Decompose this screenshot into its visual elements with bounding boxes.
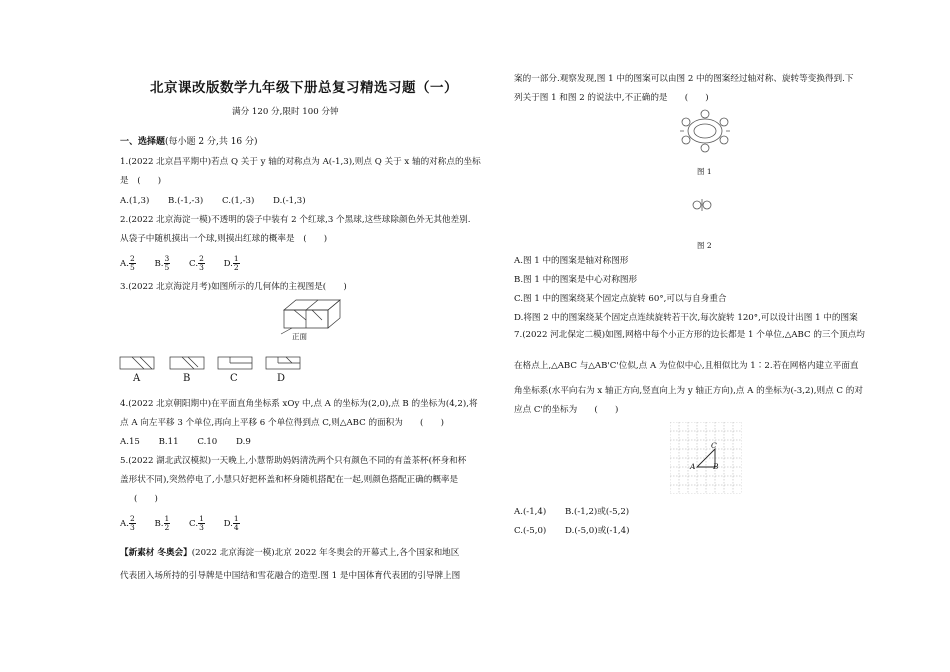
q6-line3: 案的一部分.观察发现,图 1 中的图案可以由图 2 中的图案经过轴对称、旋转等变换得到.下: [514, 74, 854, 84]
q1-options: [120, 196, 322, 207]
q2-option-a-den: 5: [129, 263, 135, 272]
q5-option-b-label: B.: [154, 519, 164, 529]
q5-option-d-den: 4: [233, 523, 239, 532]
section-heading-title: 一、选择题: [120, 137, 166, 147]
q6-fig1-caption: 图 1: [697, 167, 712, 176]
q4-option-a[interactable]: A.15: [120, 437, 140, 447]
q2-option-c[interactable]: [189, 253, 205, 275]
q5-option-d[interactable]: [224, 513, 240, 535]
q2-option-c-label: C.: [189, 259, 199, 269]
q5-option-b-num: 1: [164, 514, 170, 523]
q6-fig2-caption: 图 2: [697, 241, 712, 250]
q6-line1-text: (2022 北京海淀一模)北京 2022 年冬奥会的开幕式上,各个国家和地区: [191, 548, 460, 558]
q1-option-b[interactable]: B.(-1,-3): [168, 196, 204, 206]
q7-line3: 角坐标系(水平向右为 x 轴正方向,竖直向上为 y 轴正方向),点 A 的坐标为(-3,2),则点 C 的对: [514, 386, 863, 396]
q4-line1: 4.(2022 北京朝阳期中)在平面直角坐标系 xOy 中,点 A 的坐标为(2,0),点 B 的坐标为(4,2),将: [120, 399, 478, 409]
q5-line2: 盖形状不同),突然停电了,小慧只好把杯盖和杯身随机搭配在一起,则颜色搭配正确的概率是: [120, 475, 459, 485]
q7-line1: 7.(2022 河北保定二模)如图,网格中每个小正方形的边长都是 1 个单位,△ABC 的三个顶点均: [514, 330, 865, 340]
q2-option-b[interactable]: [154, 253, 170, 275]
q5-option-a-num: 2: [129, 514, 135, 523]
q6-fig1-knot-ring: [676, 108, 734, 154]
q5-option-b[interactable]: [154, 513, 170, 535]
q5-line3: ( ): [134, 494, 158, 504]
q2-option-d-den: 2: [233, 263, 239, 272]
q5-option-a-den: 3: [129, 523, 135, 532]
q2-option-d-num: 1: [233, 254, 239, 263]
q3-option-b[interactable]: B: [183, 373, 191, 384]
q5-options: [120, 513, 256, 535]
q3-view-options: [118, 355, 308, 373]
q5-option-a[interactable]: [120, 513, 136, 535]
q5-option-c[interactable]: [189, 513, 205, 535]
subtitle: 满分 120 分,限时 100 分钟: [232, 107, 339, 117]
q6-line1: [120, 548, 459, 559]
q2-option-b-den: 5: [164, 263, 170, 272]
q4-option-b[interactable]: B.11: [158, 437, 179, 447]
q2-option-a-label: A.: [120, 259, 129, 269]
q7-label-a: A: [690, 462, 696, 471]
q2-option-b-label: B.: [154, 259, 164, 269]
section-heading: [120, 134, 258, 147]
q3-option-c[interactable]: C: [230, 373, 238, 384]
q6-tag: 【新素材 冬奥会】: [120, 548, 192, 558]
q3-view-a[interactable]: [120, 357, 154, 369]
q3-line1: 3.(2022 北京海淀月考)如图所示的几何体的主视图是( ): [120, 282, 347, 292]
q4-option-d[interactable]: D.9: [236, 437, 251, 447]
q3-view-c[interactable]: [218, 357, 252, 369]
q6-option-d[interactable]: D.将图 2 中的图案绕某个固定点连续旋转若干次,每次旋转 120°,可以设计出图 1 中的图案: [514, 313, 858, 323]
q7-options-row1: [514, 507, 645, 518]
q3-arrow-icon: [280, 326, 294, 336]
q1-option-d[interactable]: D.(-1,3): [273, 196, 306, 206]
q1-line1: 1.(2022 北京昌平期中)若点 Q 关于 y 轴的对称点为 A(-1,3),则点 Q 关于 x 轴的对称点的坐标: [120, 157, 481, 167]
q3-front-label: 正面: [292, 332, 307, 341]
q6-fig2-knot: [690, 197, 714, 213]
q7-option-d[interactable]: D.(-5,0)或(-1,4): [565, 526, 630, 536]
q7-option-a[interactable]: A.(-1,4): [514, 507, 547, 517]
q5-option-d-label: D.: [223, 519, 233, 529]
q4-options: [120, 437, 267, 448]
q2-option-a[interactable]: [120, 253, 136, 275]
q6-option-b[interactable]: B.图 1 中的图案是中心对称图形: [514, 275, 638, 285]
section-heading-note: (每小题 2 分,共 16 分): [165, 137, 258, 147]
q7-options-row2: [514, 526, 645, 537]
q7-label-b: B: [713, 462, 719, 471]
q5-option-c-den: 3: [199, 523, 204, 532]
q5-option-a-label: A.: [120, 519, 129, 529]
q3-view-b[interactable]: [170, 357, 204, 369]
q6-option-a[interactable]: A.图 1 中的图案是轴对称图形: [514, 256, 629, 266]
q5-line1: 5.(2022 湖北武汉模拟)一天晚上,小慧帮助妈妈清洗两个只有颜色不同的有盖茶杯(杯身和杯: [120, 456, 467, 466]
q5-option-b-den: 2: [164, 523, 170, 532]
q2-option-b-num: 3: [164, 254, 170, 263]
q6-line2: 代表团入场所持的引导牌是中国结和雪花融合的造型.图 1 是中国体育代表团的引导牌上图: [120, 571, 461, 581]
page-title: 北京课改版数学九年级下册总复习精选习题（一）: [150, 80, 458, 96]
q7-grid-figure: [670, 422, 742, 494]
q7-option-c[interactable]: C.(-5,0): [514, 526, 547, 536]
q4-line2: 点 A 向左平移 3 个单位,再向上平移 6 个单位得到点 C,则△ABC 的面积为 ( ): [120, 418, 444, 428]
q2-line2: 从袋子中随机摸出一个球,则摸出红球的概率是 ( ): [120, 234, 328, 244]
q7-label-c: C: [711, 441, 717, 450]
q1-option-c[interactable]: C.(1,-3): [222, 196, 255, 206]
q7-line2: 在格点上,△ABC 与△AB'C'位似,点 A 为位似中心,且相似比为 1∶2.若在网格内建立平面直: [514, 361, 859, 371]
q2-option-a-num: 2: [129, 254, 135, 263]
q5-option-c-num: 1: [199, 514, 204, 523]
q1-line2: 是 ( ): [120, 176, 162, 186]
q1-option-a[interactable]: A.(1,3): [120, 196, 150, 206]
q2-option-c-den: 3: [199, 263, 204, 272]
q3-option-a[interactable]: A: [133, 373, 141, 384]
q2-option-c-num: 2: [199, 254, 204, 263]
q2-line1: 2.(2022 北京海淀一模)不透明的袋子中装有 2 个红球,3 个黑球,这些球除颜色外无其他差别.: [120, 215, 471, 225]
q6-line4: 列关于图 1 和图 2 的说法中,不正确的是 ( ): [514, 93, 709, 103]
q6-option-c[interactable]: C.图 1 中的图案绕某个固定点旋转 60°,可以与自身重合: [514, 294, 727, 304]
q2-options: [120, 253, 256, 275]
q5-option-c-label: C.: [189, 519, 199, 529]
q3-option-d[interactable]: D: [277, 373, 286, 384]
q3-view-d[interactable]: [266, 357, 300, 369]
q4-option-c[interactable]: C.10: [197, 437, 218, 447]
q2-option-d[interactable]: [224, 253, 240, 275]
q7-line4: 应点 C'的坐标为 ( ): [514, 405, 619, 415]
q2-option-d-label: D.: [223, 259, 233, 269]
q7-option-b[interactable]: B.(-1,2)或(-5,2): [564, 507, 630, 517]
q5-option-d-num: 1: [233, 514, 239, 523]
